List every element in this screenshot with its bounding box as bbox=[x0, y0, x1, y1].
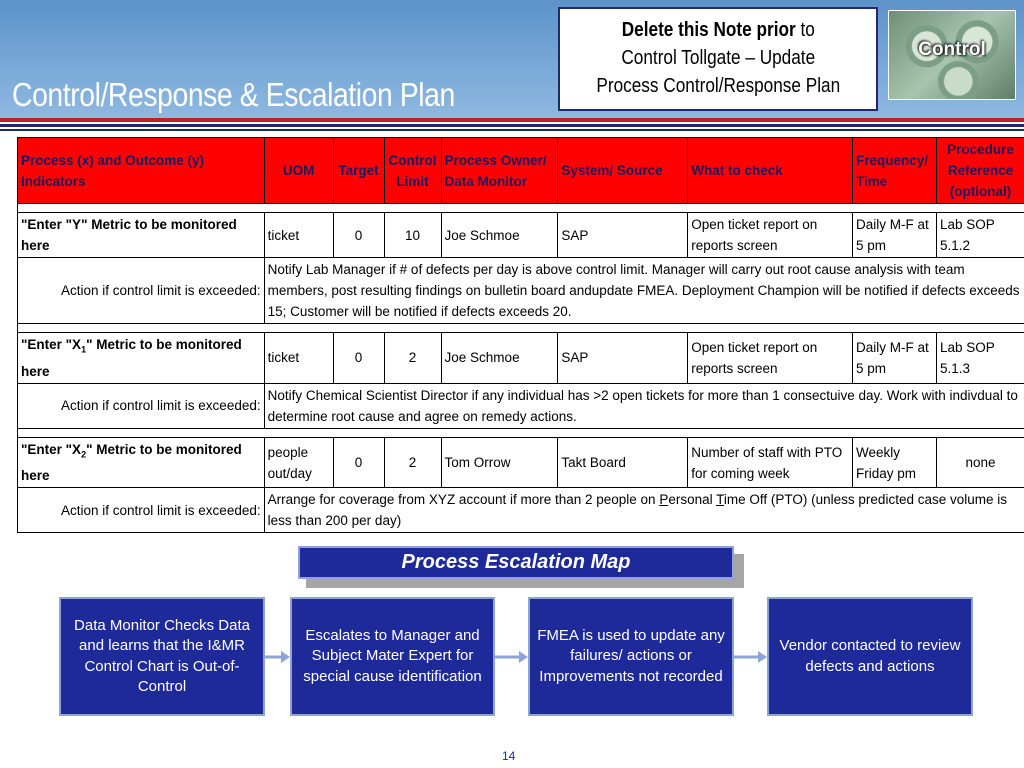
table-header-row bbox=[18, 138, 1024, 204]
escalation-step-2[interactable]: Escalates to Manager and Subject Mater Expert for special cause identification bbox=[290, 597, 495, 716]
owner-cell[interactable]: Tom Orrow bbox=[441, 437, 558, 488]
limit-cell[interactable]: 2 bbox=[384, 333, 441, 384]
header-process: Process (x) and Outcome (y) Indicators bbox=[18, 138, 265, 204]
escalation-map-title[interactable]: Process Escalation Map bbox=[298, 546, 734, 579]
metric-cell[interactable]: "Enter "Y" Metric to be monitored here bbox=[18, 213, 265, 258]
system-cell[interactable]: Takt Board bbox=[558, 437, 688, 488]
slide-title[interactable]: Control/Response & Escalation Plan bbox=[12, 76, 455, 113]
table-row bbox=[18, 333, 1024, 384]
action-label: Action if control limit is exceeded: bbox=[18, 488, 265, 533]
action-row bbox=[18, 258, 1024, 324]
metric-text: " Metric to be monitored here bbox=[21, 337, 242, 379]
uom-cell[interactable]: ticket bbox=[264, 213, 333, 258]
header-owner: Process Owner/ Data Monitor bbox=[441, 138, 558, 204]
metric-subscript: 1 bbox=[81, 344, 87, 355]
procedure-cell[interactable]: Lab SOP 5.1.3 bbox=[936, 333, 1024, 384]
escalation-step-1[interactable]: Data Monitor Checks Data and learns that the I&MR Control Chart is Out-of-Control bbox=[59, 597, 265, 716]
action-row bbox=[18, 488, 1024, 533]
action-row bbox=[18, 383, 1024, 428]
arrow-right-icon bbox=[265, 650, 290, 664]
frequency-cell[interactable]: Weekly Friday pm bbox=[852, 437, 936, 488]
metric-cell[interactable] bbox=[18, 333, 265, 384]
metric-text: "Enter "X bbox=[21, 441, 82, 457]
what-cell[interactable]: Open ticket report on reports screen bbox=[688, 333, 853, 384]
what-cell[interactable]: Number of staff with PTO for coming week bbox=[688, 437, 853, 488]
action-label: Action if control limit is exceeded: bbox=[18, 258, 265, 324]
metric-subscript: 2 bbox=[81, 449, 87, 460]
header-system: System/ Source bbox=[558, 138, 688, 204]
metric-cell[interactable] bbox=[18, 437, 265, 488]
table-spacer bbox=[18, 324, 1024, 333]
frequency-cell[interactable]: Daily M-F at 5 pm bbox=[852, 333, 936, 384]
escalation-step-4[interactable]: Vendor contacted to review defects and actions bbox=[767, 597, 973, 716]
frequency-cell[interactable]: Daily M-F at 5 pm bbox=[852, 213, 936, 258]
escalation-step-3[interactable]: FMEA is used to update any failures/ actions or Improvements not recorded bbox=[528, 597, 734, 716]
header-stripe-red bbox=[0, 118, 1024, 122]
target-cell[interactable]: 0 bbox=[333, 333, 384, 384]
action-text: Arrange for coverage from XYZ account if more than 2 people on bbox=[267, 492, 660, 508]
procedure-cell[interactable]: none bbox=[936, 437, 1024, 488]
action-cell[interactable] bbox=[264, 488, 1024, 533]
action-underlined: T bbox=[716, 492, 724, 508]
table-row bbox=[18, 213, 1024, 258]
note-text-1: to bbox=[795, 19, 815, 41]
action-cell[interactable]: Notify Lab Manager if # of defects per day is above control limit. Manager will carry out root cause analysis with team members, post resulting findings on bulletin board andupdate FMEA. Deployment Champion will be notified if defects exceeds 15; Customer will be notified if defects exceeds 20. bbox=[264, 258, 1024, 324]
limit-cell[interactable]: 10 bbox=[384, 213, 441, 258]
header-stripe-navy-thin bbox=[0, 129, 1024, 131]
owner-cell[interactable]: Joe Schmoe bbox=[441, 213, 558, 258]
limit-cell[interactable]: 2 bbox=[384, 437, 441, 488]
header-procedure: Procedure Reference (optional) bbox=[936, 138, 1024, 204]
table-spacer bbox=[18, 428, 1024, 437]
uom-cell[interactable]: people out/day bbox=[264, 437, 333, 488]
uom-cell[interactable]: ticket bbox=[264, 333, 333, 384]
arrow-right-icon bbox=[495, 650, 528, 664]
action-underlined: P bbox=[659, 492, 669, 508]
header-control-limit: Control Limit bbox=[384, 138, 441, 204]
metric-text: " Metric to be monitored here bbox=[21, 441, 242, 484]
control-badge-image bbox=[888, 10, 1016, 100]
table-row bbox=[18, 437, 1024, 488]
note-text-3: Process Control/Response Plan bbox=[596, 75, 840, 97]
control-plan-table bbox=[17, 137, 1024, 533]
system-cell[interactable]: SAP bbox=[558, 333, 688, 384]
table-spacer bbox=[18, 204, 1024, 213]
header-uom: UOM bbox=[264, 138, 333, 204]
procedure-cell[interactable]: Lab SOP 5.1.2 bbox=[936, 213, 1024, 258]
action-text: ime Off (PTO) (unless predicted case volume is less than 200 per day) bbox=[267, 492, 1007, 529]
page-number: 14 bbox=[502, 749, 516, 763]
system-cell[interactable]: SAP bbox=[558, 213, 688, 258]
header-stripe-navy bbox=[0, 124, 1024, 127]
target-cell[interactable]: 0 bbox=[333, 213, 384, 258]
action-text: ersonal bbox=[668, 492, 717, 508]
metric-text: "Enter "X bbox=[21, 337, 82, 352]
what-cell[interactable]: Open ticket report on reports screen bbox=[688, 213, 853, 258]
owner-cell[interactable]: Joe Schmoe bbox=[441, 333, 558, 384]
target-cell[interactable]: 0 bbox=[333, 437, 384, 488]
action-cell[interactable]: Notify Chemical Scientist Director if any individual has >2 open tickets for more than 1 consectuive day. Work with indivdual to determine root cause and agree on remedy actions. bbox=[264, 383, 1024, 428]
arrow-right-icon bbox=[734, 650, 767, 664]
header-target: Target bbox=[333, 138, 384, 204]
control-badge-label: Control bbox=[918, 39, 986, 60]
note-text-2: Control Tollgate – Update bbox=[621, 47, 815, 69]
action-label: Action if control limit is exceeded: bbox=[18, 383, 265, 428]
header-frequency: Frequency/ Time bbox=[852, 138, 936, 204]
header-what: What to check bbox=[688, 138, 853, 204]
note-bold-text: Delete this Note prior bbox=[621, 19, 796, 41]
note-box[interactable] bbox=[558, 7, 878, 111]
